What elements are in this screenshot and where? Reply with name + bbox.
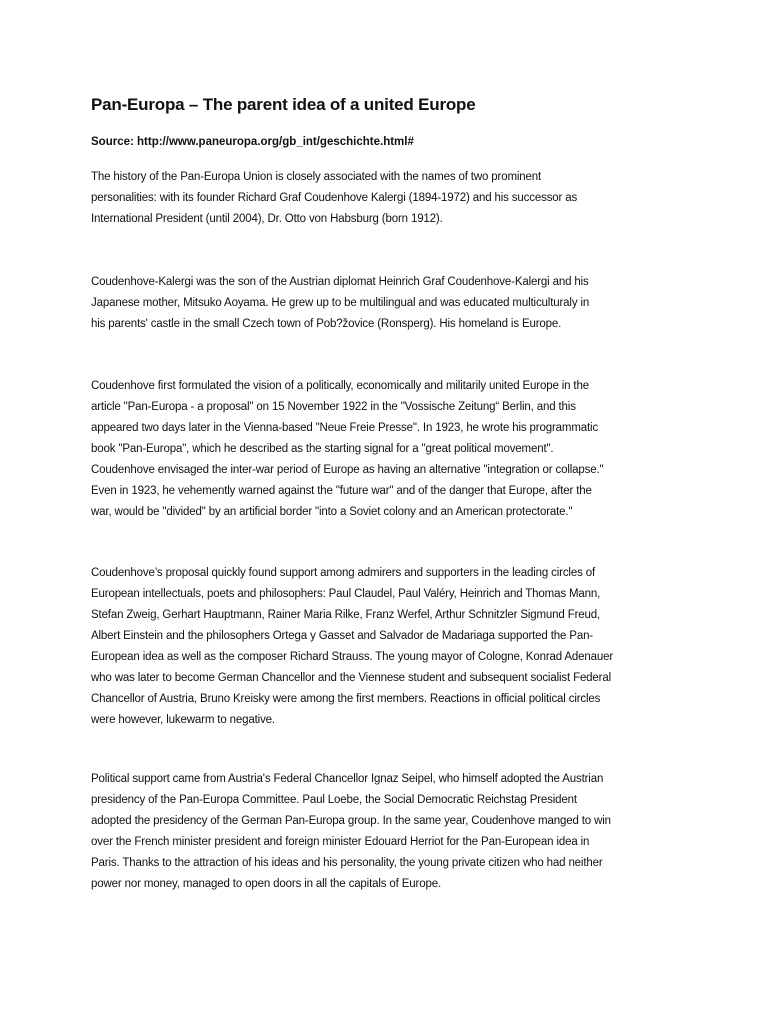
paragraph-line: International President (until 2004), Dr. Otto von Habsburg (born 1912). [91, 213, 443, 225]
paragraph-line: Japanese mother, Mitsuko Aoyama. He grew up to be multilingual and was educated multiculturaly in [91, 297, 590, 309]
paragraph-5 [91, 769, 703, 895]
source-line: Source: http://www.paneuropa.org/gb_int/geschichte.html# [91, 136, 414, 148]
paragraph-line: personalities: with its founder Richard Graf Coudenhove Kalergi (1894-1972) and his successor as [91, 192, 578, 204]
paragraph-3 [91, 376, 703, 523]
paragraph-line: Even in 1923, he vehemently warned against the "future war" and of the danger that Europe, after the [91, 485, 592, 497]
paragraph-line: Stefan Zweig, Gerhart Hauptmann, Rainer Maria Rilke, Franz Werfel, Arthur Schnitzler Sigmund Freud, [91, 609, 601, 621]
paragraph-line: The history of the Pan-Europa Union is closely associated with the names of two prominent [91, 171, 542, 183]
paragraph-line: article "Pan-Europa - a proposal" on 15 November 1922 in the "Vossische Zeitung“ Berlin, and this [91, 401, 576, 413]
paragraph-line: power nor money, managed to open doors in all the capitals of Europe. [91, 878, 441, 890]
paragraph-line: European intellectuals, poets and philosophers: Paul Claudel, Paul Valéry, Heinrich and Thomas Mann, [91, 588, 601, 600]
paragraph-line: Albert Einstein and the philosophers Ortega y Gasset and Salvador de Madariaga supported the Pan- [91, 630, 593, 642]
paragraph-line: Political support came from Austria's Federal Chancellor Ignaz Seipel, who himself adopted the Austrian [91, 773, 604, 785]
paragraph-1 [91, 167, 703, 230]
paragraph-line: Coudenhove envisaged the inter-war period of Europe as having an alternative "integration or collapse." [91, 464, 604, 476]
paragraph-line: over the French minister president and foreign minister Edouard Herriot for the Pan-European idea in [91, 836, 590, 848]
paragraph-line: adopted the presidency of the German Pan-Europa group. In the same year, Coudenhove manged to win [91, 815, 611, 827]
paragraph-line: book "Pan-Europa", which he described as the starting signal for a "great political movement". [91, 443, 554, 455]
paragraph-line: who was later to become German Chancellor and the Viennese student and subsequent socialist Federal [91, 672, 612, 684]
paragraph-line: Paris. Thanks to the attraction of his ideas and his personality, the young private citizen who had neither [91, 857, 603, 869]
paragraph-line: his parents' castle in the small Czech town of Pob?žovice (Ronsperg). His homeland is Europe. [91, 318, 562, 330]
paragraph-line: appeared two days later in the Vienna-based "Neue Freie Presse". In 1923, he wrote his programmatic [91, 422, 599, 434]
paragraph-line: European idea as well as the composer Richard Strauss. The young mayor of Cologne, Konrad Adenauer [91, 651, 614, 663]
paragraph-line: were however, lukewarm to negative. [91, 714, 275, 726]
paragraph-line: presidency of the Pan-Europa Committee. Paul Loebe, the Social Democratic Reichstag President [91, 794, 577, 806]
paragraph-line: Coudenhove’s proposal quickly found support among admirers and supporters in the leading circles of [91, 567, 596, 579]
paragraph-line: Coudenhove first formulated the vision of a politically, economically and militarily united Europe in the [91, 380, 589, 392]
paragraph-line: war, would be "divided" by an artificial border "into a Soviet colony and an American protectorate." [91, 506, 573, 518]
paragraph-line: Coudenhove-Kalergi was the son of the Austrian diplomat Heinrich Graf Coudenhove-Kalergi and his [91, 276, 589, 288]
paragraph-2 [91, 272, 703, 335]
page-title: Pan-Europa – The parent idea of a united Europe [91, 95, 476, 114]
paragraph-line: Chancellor of Austria, Bruno Kreisky were among the first members. Reactions in official political circles [91, 693, 601, 705]
paragraph-4 [91, 563, 703, 731]
